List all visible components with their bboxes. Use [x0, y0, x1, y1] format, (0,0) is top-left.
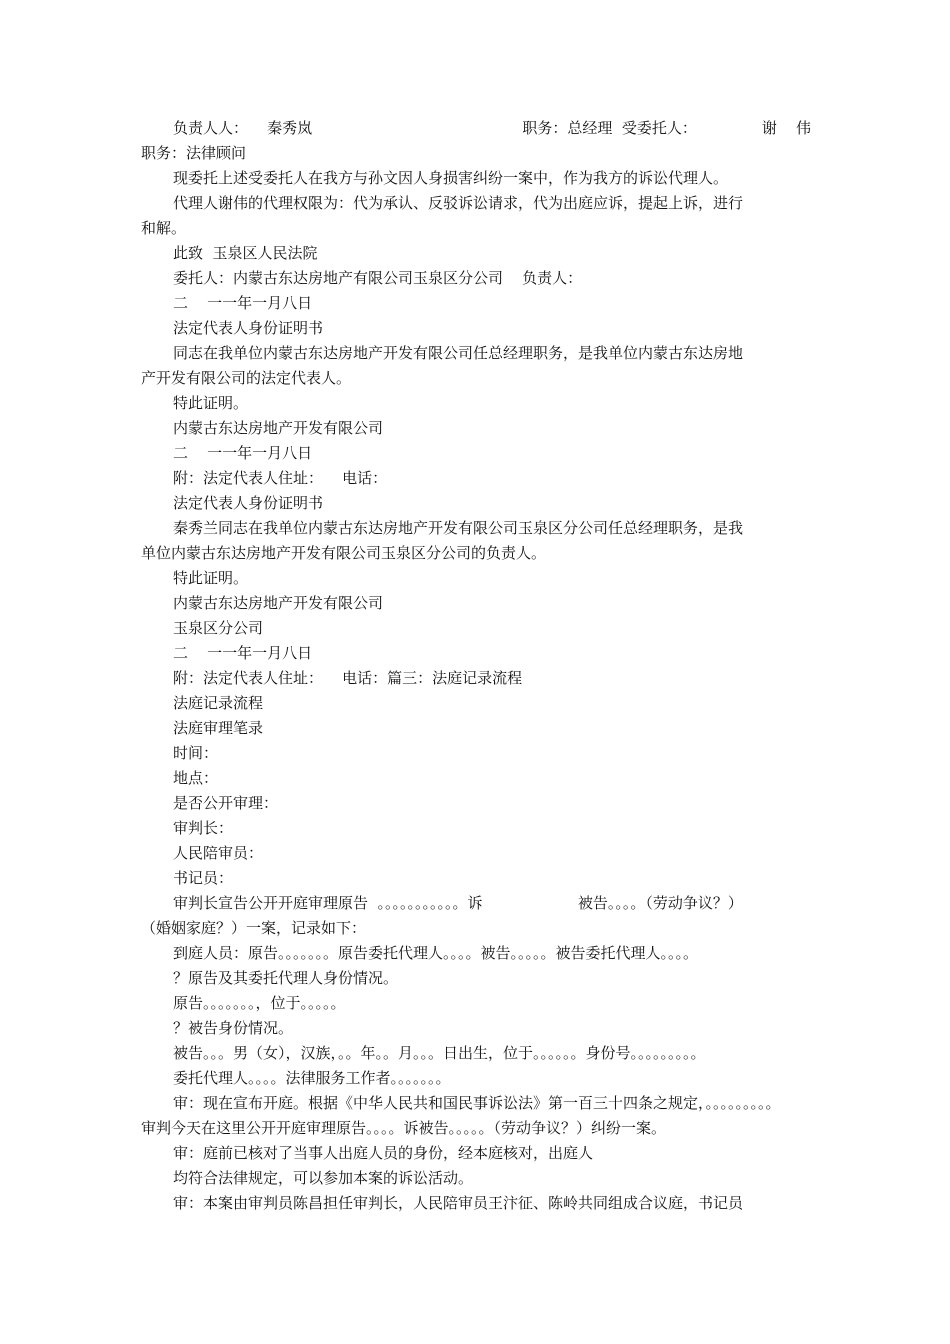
document-line: 人民陪审员：: [173, 844, 264, 862]
document-line: 法定代表人身份证明书: [173, 494, 324, 512]
document-line: 附：法定代表人住址： 电话：: [173, 469, 388, 487]
document-line: ？被告身份情况。: [173, 1019, 294, 1037]
document-line: 二 一一年一月八日: [173, 444, 313, 462]
document-line: 内蒙古东达房地产开发有限公司: [173, 594, 384, 612]
document-line: 审判长宣告公开开庭审理原告 。。。。。。。。。。。诉 被告。。。。（劳动争议？）: [173, 894, 743, 912]
document-line: ？原告及其委托代理人身份情况。: [173, 969, 399, 987]
document-line: 委托代理人。。。。法律服务工作者。。。。。。。: [173, 1069, 451, 1087]
document-line: 审：本案由审判员陈昌担任审判长，人民陪审员王汴征、陈岭共同组成合议庭，书记员: [173, 1194, 744, 1212]
agent-name: 谢 伟: [761, 119, 811, 137]
document-line: [141, 116, 811, 141]
document-line: 职务：法律顾问: [141, 144, 247, 162]
document-line: 二 一一年一月八日: [173, 294, 313, 312]
document-line: 法庭审理笔录: [173, 719, 264, 737]
document-line: 审：现在宣布开庭。根据《中华人民共和国民事诉讼法》第一百三十四条之规定，。。。。。。。。。: [173, 1094, 781, 1112]
document-line: 玉泉区分公司: [173, 619, 264, 637]
document-line: 现委托上述受委托人在我方与孙文因人身损害纠纷一案中，作为我方的诉讼代理人。: [173, 169, 729, 187]
document-line: 审判今天在这里公开开庭审理原告。。。。诉被告。。。。。（劳动争议？）纠纷一案。: [141, 1119, 667, 1137]
document-line: 法庭记录流程: [173, 694, 264, 712]
document-line: 秦秀兰同志在我单位内蒙古东达房地产开发有限公司玉泉区分公司任总经理职务，是我: [173, 519, 744, 537]
document-line: 特此证明。: [173, 394, 249, 412]
document-line: 均符合法律规定，可以参加本案的诉讼活动。: [173, 1169, 474, 1187]
document-line: 和解。: [141, 219, 187, 237]
document-line: 单位内蒙古东达房地产开发有限公司玉泉区分公司的负责人。: [141, 544, 547, 562]
document-line: 内蒙古东达房地产开发有限公司: [173, 419, 384, 437]
document-line: 审判长：: [173, 819, 234, 837]
document-line: 审：庭前已核对了当事人出庭人员的身份，经本庭核对，出庭人: [173, 1144, 594, 1162]
document-line: 产开发有限公司的法定代表人。: [141, 369, 352, 387]
document-line: （婚姻家庭？）一案，记录如下：: [141, 919, 367, 937]
position-agent: 职务：总经理 受委托人：: [522, 119, 697, 137]
document-line: 地点：: [173, 769, 219, 787]
document-line: 书记员：: [173, 869, 234, 887]
document-line: 附：法定代表人住址： 电话：篇三：法庭记录流程: [173, 669, 523, 687]
document-line: 特此证明。: [173, 569, 249, 587]
document-page: [141, 116, 811, 1216]
document-line: 时间：: [173, 744, 219, 762]
document-line: 同志在我单位内蒙古东达房地产开发有限公司任总经理职务，是我单位内蒙古东达房地: [173, 344, 744, 362]
document-line: 是否公开审理：: [173, 794, 279, 812]
document-line: 代理人谢伟的代理权限为：代为承认、反驳诉讼请求，代为出庭应诉，提起上诉，进行: [173, 194, 744, 212]
document-line: 原告。。。。。。。，位于。。。。。: [173, 994, 346, 1012]
document-line: 二 一一年一月八日: [173, 644, 313, 662]
document-line: 委托人：内蒙古东达房地产有限公司玉泉区分公司 负责人：: [173, 269, 583, 287]
document-line: 此致 玉泉区人民法院: [173, 244, 318, 262]
document-line: 被告。。。男（女），汉族，。。年。。月。。。日出生，位于。。。。。。身份号。。。。。。。。。: [173, 1044, 706, 1062]
document-line: 到庭人员：原告。。。。。。。原告委托代理人。。。。被告。。。。。被告委托代理人。。。。: [173, 944, 699, 962]
document-line: 法定代表人身份证明书: [173, 319, 324, 337]
responsible-person: 负责人人： 秦秀岚: [173, 119, 313, 137]
